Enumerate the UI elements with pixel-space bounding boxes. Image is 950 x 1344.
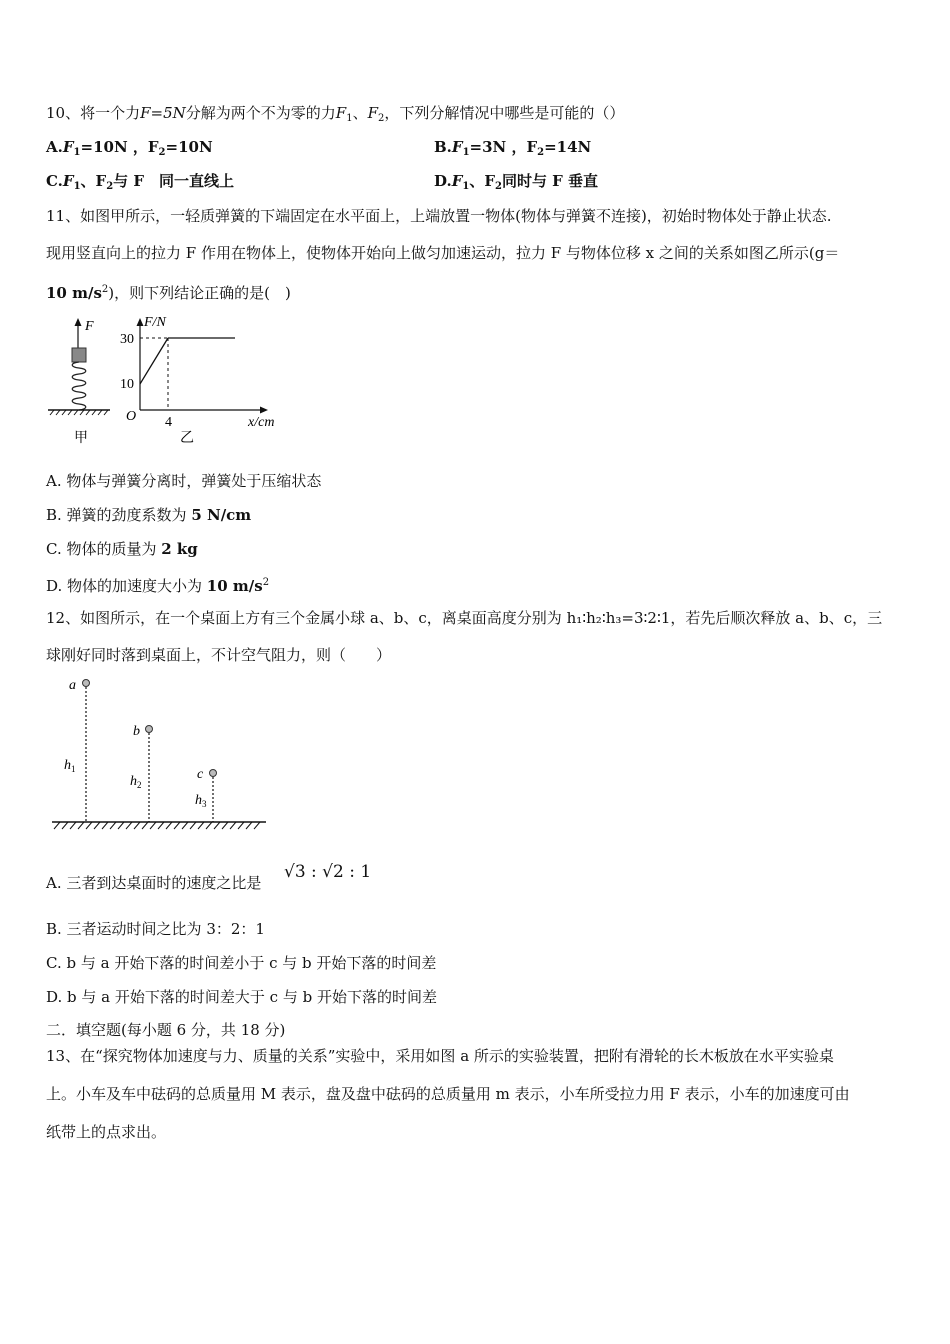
option-value: 5 N/cm xyxy=(191,506,252,524)
y-tick-30: 30 xyxy=(120,332,134,347)
q11-line2: 现用竖直向上的拉力 F 作用在物体上，使物体开始向上做匀加速运动，拉力 F 与物体位移 x 之间的关系如图乙所示(g＝ xyxy=(46,244,840,262)
figure-label-right: 乙 xyxy=(180,431,194,446)
force-arrow-head xyxy=(75,318,82,326)
option-f: F xyxy=(451,138,463,156)
option-f: F xyxy=(451,172,463,190)
q11-option-c xyxy=(46,539,198,559)
q10-f1-sub: 1 xyxy=(346,113,353,124)
q12-line1: 12、如图所示，在一个桌面上方有三个金属小球 a、b、c，离桌面高度分别为 h₁∶h₂∶h₃=3∶2∶1，若先后顺次释放 a、b、c，三 xyxy=(46,609,883,627)
h1-sub: 1 xyxy=(71,764,76,774)
ball-a xyxy=(83,680,90,687)
q12-line2: 球刚好同时落到桌面上，不计空气阻力，则（ ） xyxy=(46,646,392,664)
q11-line3 xyxy=(46,280,291,303)
option-sub: 2 xyxy=(537,147,545,158)
q11-figure xyxy=(40,312,300,452)
option-label: D. xyxy=(434,172,452,190)
q10-sep: 、 xyxy=(352,104,368,122)
q13-line3: 纸带上的点求出。 xyxy=(46,1123,167,1141)
q10-stem-suffix: ，下列分解情况中哪些是可能的（） xyxy=(384,104,625,122)
h2-sub: 2 xyxy=(137,780,142,790)
q10-stem-mid: 分解为两个不为零的力 xyxy=(185,104,336,122)
option-sub: 1 xyxy=(462,147,470,158)
spring xyxy=(72,362,86,410)
option-sub: 2 xyxy=(494,181,502,192)
q12-option-d: D. b 与 a 开始下落的时间差大于 c 与 b 开始下落的时间差 xyxy=(46,988,437,1006)
option-text: 与 F 同一直线上 xyxy=(113,172,235,190)
option-sub: 1 xyxy=(462,181,470,192)
h2-label xyxy=(130,774,142,790)
q10-stem-prefix: 将一个力 xyxy=(80,104,141,122)
q12-option-c: C. b 与 a 开始下落的时间差小于 c 与 b 开始下落的时间差 xyxy=(46,954,437,972)
h3-sub: 3 xyxy=(202,799,207,809)
q10-option-d xyxy=(434,171,598,197)
h3-label xyxy=(195,793,207,809)
option-text: 、F xyxy=(80,172,107,190)
option-text: =3N ，F xyxy=(469,138,538,156)
q12-option-a-formula: √3 : √2 : 1 xyxy=(284,862,372,882)
ball-b xyxy=(146,726,153,733)
block xyxy=(72,348,86,362)
q10-f1: F xyxy=(335,104,347,122)
q10-option-c xyxy=(46,171,234,197)
force-label: F xyxy=(85,319,94,334)
q10-force: F=5N xyxy=(140,104,186,122)
ball-b-label: b xyxy=(133,724,140,739)
option-label: B. xyxy=(434,138,452,156)
q13-line2: 上。小车及车中砝码的总质量用 M 表示，盘及盘中砝码的总质量用 m 表示，小车所受拉力用 F 表示，小车的加速度可由 xyxy=(46,1085,850,1103)
q10-stem xyxy=(46,103,624,129)
option-text: =10N ，F xyxy=(80,138,159,156)
option-label: A. xyxy=(46,138,63,156)
y-axis-arrow xyxy=(137,318,144,326)
q11-option-a: A. 物体与弹簧分离时，弹簧处于压缩状态 xyxy=(46,472,322,490)
option-sup: 2 xyxy=(262,577,270,588)
q10-f2-sub: 2 xyxy=(378,113,385,124)
h3-letter: h xyxy=(195,793,202,808)
option-f: F xyxy=(62,138,74,156)
q13-line1: 13、在“探究物体加速度与力、质量的关系”实验中，采用如图 a 所示的实验装置，把附有滑轮的长木板放在水平实验桌 xyxy=(46,1047,834,1065)
option-value: 10 m/s xyxy=(206,577,263,595)
option-text: C. 物体的质量为 xyxy=(46,540,162,558)
q12-option-a xyxy=(46,873,261,893)
option-text: =10N xyxy=(165,138,213,156)
option-text: A. 三者到达桌面时的速度之比是 xyxy=(46,874,262,892)
q10-option-a xyxy=(46,137,213,163)
q10-f2: F xyxy=(367,104,379,122)
spring-diagram xyxy=(48,318,110,446)
y-tick-10: 10 xyxy=(120,377,134,392)
option-text: B. 弹簧的劲度系数为 xyxy=(46,506,192,524)
q10-number: 10、 xyxy=(46,104,81,122)
q10-option-b xyxy=(434,137,591,163)
option-label: C. xyxy=(46,172,63,190)
option-sub: 2 xyxy=(106,181,114,192)
h1-label xyxy=(64,758,76,774)
y-axis-label: F/N xyxy=(144,315,166,330)
h1-letter: h xyxy=(64,758,71,773)
option-sub: 1 xyxy=(73,147,81,158)
option-sub: 2 xyxy=(158,147,166,158)
h2-letter: h xyxy=(130,774,137,789)
x-axis-label: x/cm xyxy=(248,415,275,430)
option-text: =14N xyxy=(544,138,592,156)
ball-c xyxy=(210,770,217,777)
section-heading-fill-in: 二．填空题(每小题 6 分，共 18 分) xyxy=(46,1021,286,1039)
option-text: 同时与 F 垂直 xyxy=(501,172,599,190)
q11-line1: 11、如图甲所示，一轻质弹簧的下端固定在水平面上，上端放置一物体(物体与弹簧不连接)，初始时物体处于静止状态. xyxy=(46,207,832,225)
q11-option-d xyxy=(46,573,269,596)
option-text: D. 物体的加速度大小为 xyxy=(46,577,207,595)
q12-option-b: B. 三者运动时间之比为 3：2：1 xyxy=(46,920,265,938)
x-tick-4: 4 xyxy=(165,415,172,430)
q11-line3-suffix: )，则下列结论正确的是( ) xyxy=(108,284,291,302)
q11-g-value: 10 m/s xyxy=(46,284,102,302)
table-hatch xyxy=(54,822,260,829)
figure-label-left: 甲 xyxy=(74,431,88,446)
q11-g-sup: 2 xyxy=(101,284,109,295)
ball-c-label: c xyxy=(197,767,204,782)
ball-a-label: a xyxy=(69,678,76,693)
origin-label: O xyxy=(126,409,137,424)
force-displacement-graph xyxy=(120,315,274,446)
option-value: 2 kg xyxy=(161,540,198,558)
graph-slope-line xyxy=(140,338,168,384)
option-sub: 1 xyxy=(73,181,81,192)
q12-figure xyxy=(46,672,276,834)
x-axis-arrow xyxy=(260,407,268,414)
option-f: F xyxy=(62,172,74,190)
option-text: 、F xyxy=(469,172,495,190)
q11-option-b xyxy=(46,505,251,525)
